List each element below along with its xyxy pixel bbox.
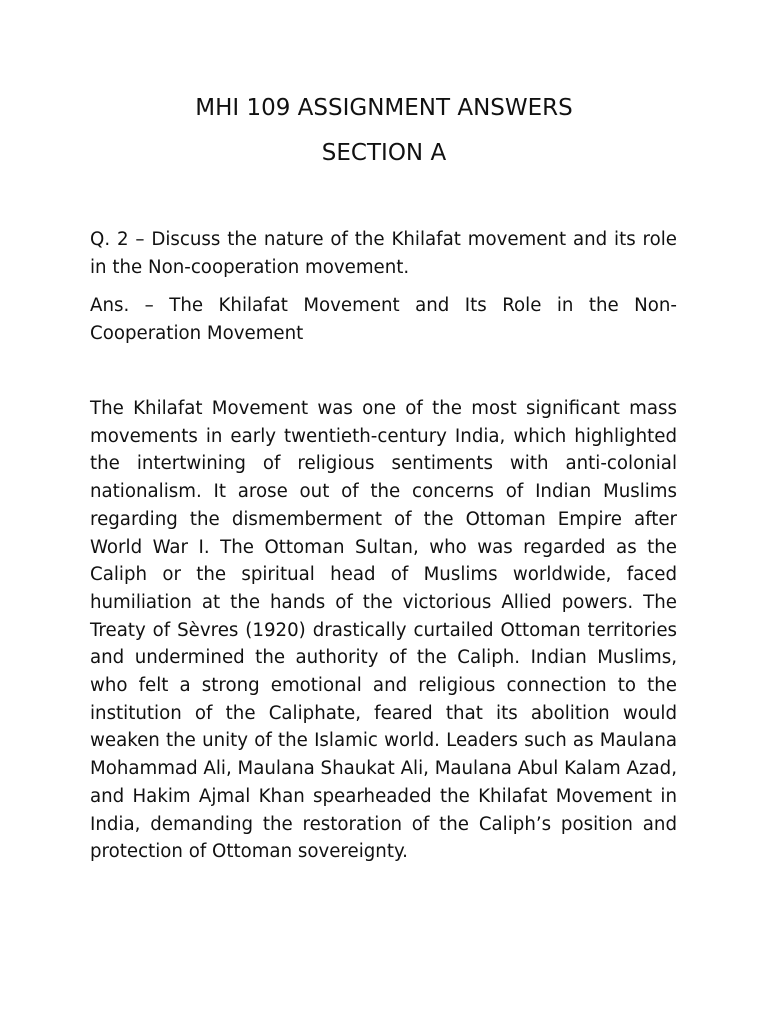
page-title: MHI 109 ASSIGNMENT ANSWERS: [195, 95, 573, 121]
section-heading: SECTION A: [321, 140, 447, 166]
answer-heading: Ans. – The Khilafat Movement and Its Role in the Non-Cooperation Movement: [90, 295, 677, 344]
body-paragraph: The Khilafat Movement was one of the most significant mass movements in early twentieth-century India, which highlighted the intertwining of religious sentiments with anti-colonial nationalism. It arose out of the concerns of Indian Muslims regarding the dismemberment of the Ottoman Empire after World War I. The Ottoman Sultan, who was regarded as the Caliph or the spiritual head of Muslims worldwide, faced humiliation at the hands of the victorious Allied powers. The Treaty of Sèvres (1920) drastically curtailed Ottoman territories and undermined the authority of the Caliph. Indian Muslims, who felt a strong emotional and religious connection to the institution of the Caliphate, feared that its abolition would weaken the unity of the Islamic world. Leaders such as Maulana Mohammad Ali, Maulana Shaukat Ali, Maulana Abul Kalam Azad, and Hakim Ajmal Khan spearheaded the Khilafat Movement in India, demanding the restoration of the Caliph’s position and protection of Ottoman sovereignty.: [90, 398, 677, 863]
question-text: Q. 2 – Discuss the nature of the Khilafat movement and its role in the Non-cooperation movement.: [90, 229, 677, 278]
